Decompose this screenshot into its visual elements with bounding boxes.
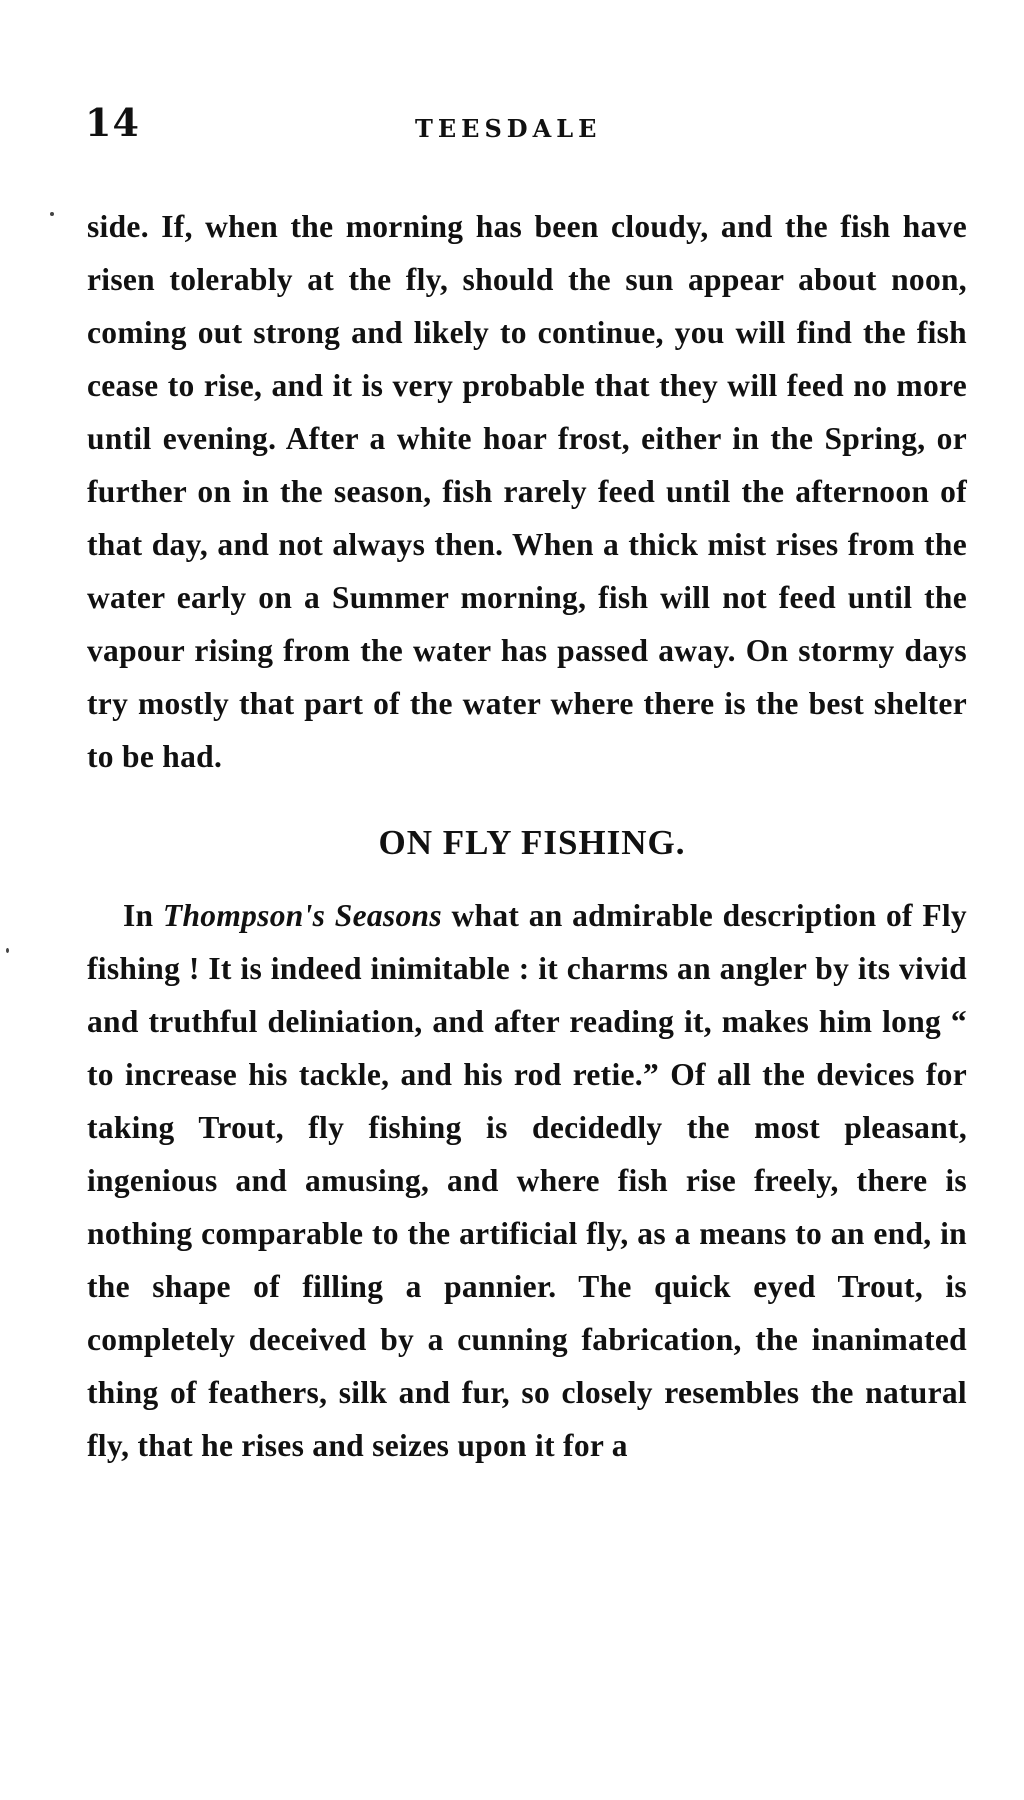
page-number: 14 <box>85 100 140 145</box>
running-head <box>85 100 965 150</box>
body-text <box>87 200 967 1472</box>
print-speck <box>50 212 54 216</box>
print-speck <box>6 948 9 953</box>
paragraph-body: what an admirable description of Fly fishing ! It is indeed inimitable : it charms an angler by its vivid and truthful deliniation, and after reading it, makes him long “ to increase his tackle, and his rod retie.” Of all the devices for taking Trout, fly fishing is decidedly the most pleasant, ingenious and amusing, and where fish rise freely, there is nothing comparable to the artificial fly, as a means to an end, in the shape of filling a pannier. The quick eyed Trout, is completely deceived by a cunning fabrication, the inanimated thing of feathers, silk and fur, so closely resembles the natural fly, that he rises and seizes upon it for a <box>87 898 967 1463</box>
section-heading: ON FLY FISHING. <box>378 823 686 862</box>
book-title-italic: Thompson's Seasons <box>162 898 442 933</box>
paragraph-lead: In <box>123 898 163 933</box>
paragraph-fly-fishing <box>87 889 967 1472</box>
running-title: TEESDALE <box>415 114 602 143</box>
paragraph-weather-advice: side. If, when the morning has been cloudy, and the fish have risen tolerably at the fly, should the sun appear about noon, coming out strong and likely to continue, you will find the fish cease to rise, and it is very probable that they will feed no more until evening. After a white hoar frost, either in the Spring, or further on in the season, fish rarely feed until the afternoon of that day, and not always then. When a thick mist rises from the water early on a Summer morning, fish will not feed until the vapour rising from the water has passed away. On stormy days try mostly that part of the water where there is the best shelter to be had. <box>87 209 967 774</box>
